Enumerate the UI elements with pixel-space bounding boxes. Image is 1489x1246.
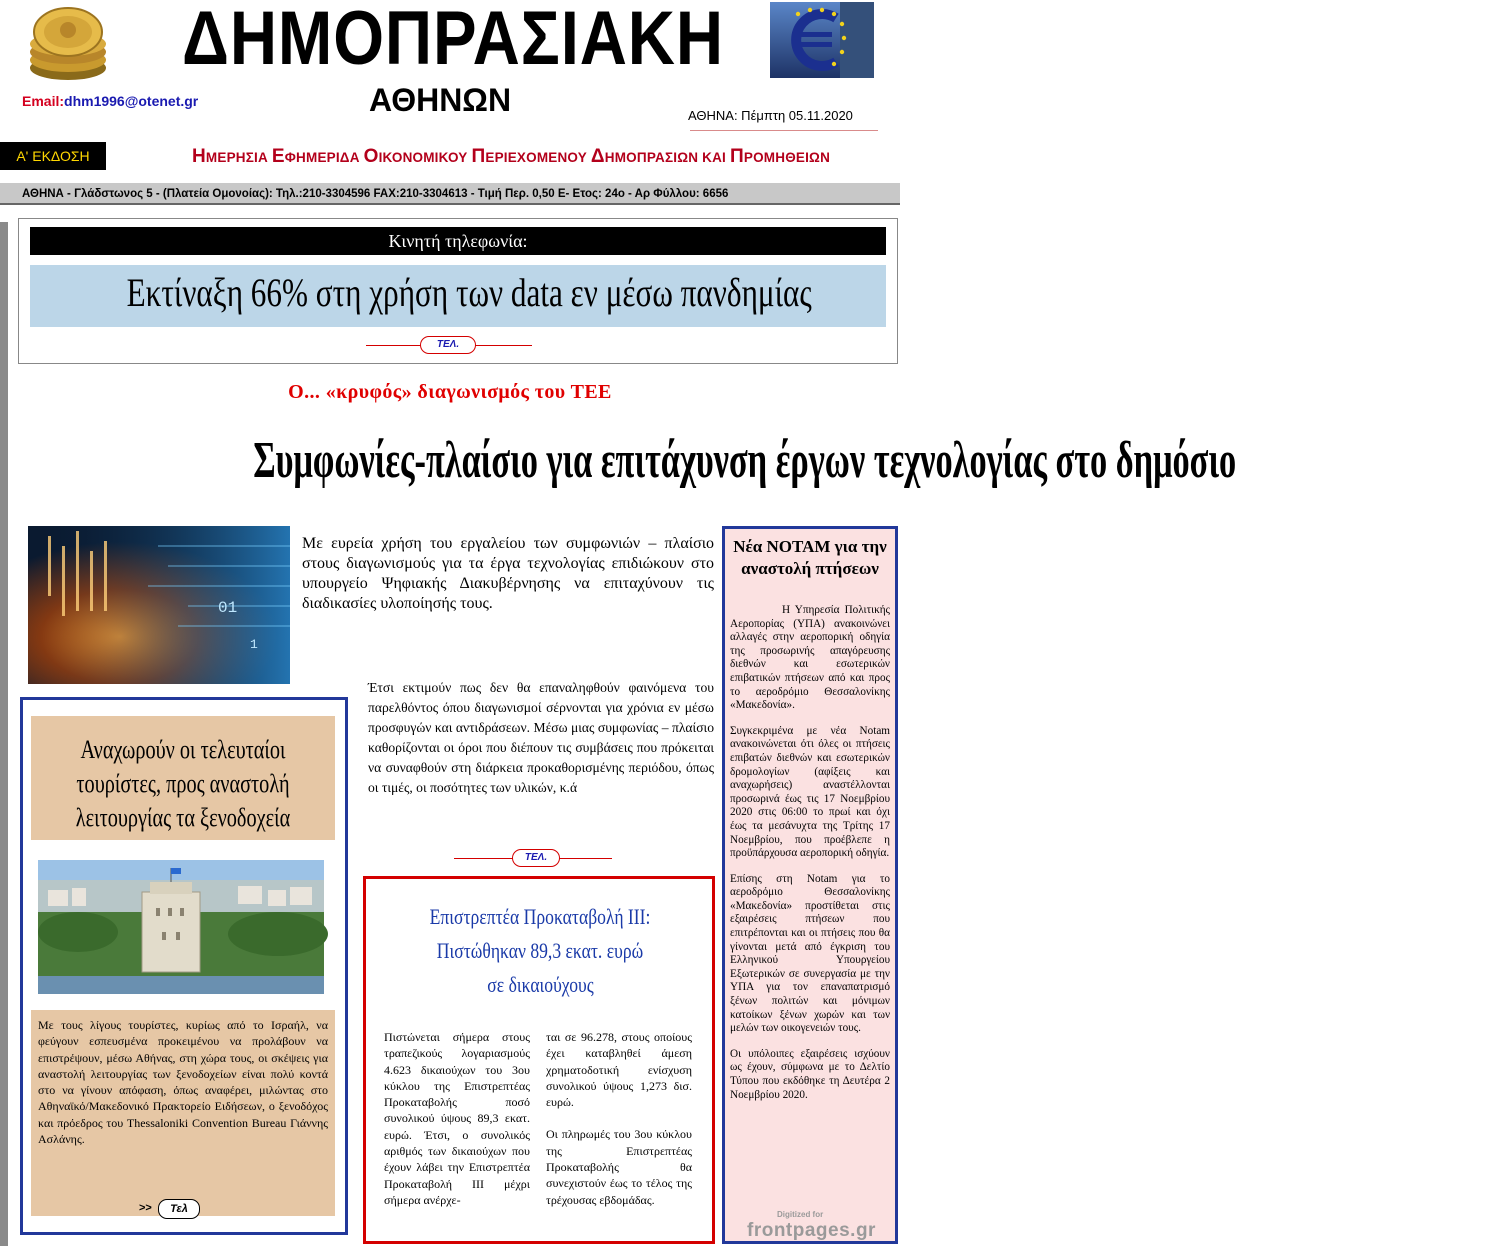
main-story-headline: [0, 428, 1237, 494]
email-address[interactable]: dhm1996@otenet.gr: [64, 93, 199, 109]
svg-text:1: 1: [250, 637, 258, 652]
middle-story-headline-line: Πιστώθηκαν 89,3 εκατ. ευρώ: [436, 938, 644, 963]
left-story-headline-text: Αναχωρούν οι τελευταίοι τουρίστες, προς αναστολή λειτουργίας τα ξενοδοχεία: [75, 735, 291, 832]
left-margin-strip: [0, 222, 8, 1246]
middle-story-headline-line: σε δικαιούχους: [486, 972, 594, 997]
watermark-small: Digitized for: [777, 1210, 824, 1219]
right-story-paragraph: Οι υπόλοιπες εξαιρέσεις ισχύουν ως έχουν, σύμφωνα με το Δελτίο Τύπου που εκδόθηκε τη Δευτέρα 2 Νοεμβρίου 2020.: [730, 1047, 890, 1101]
middle-story-column-2: [546, 1029, 692, 1224]
middle-story-paragraph: Οι πληρωμές του 3ου κύκλου της Επιστρεπτέας Προκαταβολής θα συνεχιστούν έως το τέλος της τρέχουσας εβδομάδας.: [546, 1127, 692, 1207]
end-tag: ΤΕΛ.: [420, 336, 476, 354]
top-story-headline-text: Εκτίναξη 66% στη χρήση των data εν μέσω πανδημίας: [126, 270, 812, 315]
email-label: Email:: [22, 93, 65, 109]
tagline-word: ΕΡΙΕΧΟΜΕΝΟΥ: [485, 150, 591, 165]
middle-story-paragraph: ται σε 96.278, στους οποίους έχει καταβληθεί άμεση χρηματοδοτική ενίσχυση συνολικού ύψους 1,273 δισ. ευρώ.: [546, 1030, 692, 1110]
end-tag: Τελ: [158, 1199, 200, 1219]
end-tag: ΤΕΛ.: [512, 849, 560, 867]
right-story-body: [730, 604, 890, 1114]
right-story-paragraph: Η Υπηρεσία Πολιτικής Αεροπορίας (ΥΠΑ) ανακοινώνει αλλαγές στην αεροπορική οδηγία της προσωρινής απαγόρευσης διεθνών και εσωτερικών επιβατικών πτήσεων από και προς το αεροδρόμιο Θεσσαλονίκης «Μακεδονία».: [730, 604, 890, 712]
euro-sign-image: [770, 2, 874, 78]
thessaloniki-white-tower-image: [38, 860, 324, 994]
tagline-word: ΜΕΡΗΣΙΑ: [205, 150, 272, 165]
tagline-initial: Ε: [271, 146, 285, 167]
svg-text:01: 01: [218, 599, 238, 617]
main-story-body: [368, 678, 714, 798]
tagline-initial: Ο: [363, 146, 379, 167]
source-watermark: [747, 1210, 876, 1242]
top-story-kicker: Κινητή τηλεφωνία:: [30, 227, 886, 255]
tagline-word: ΙΚΟΝΟΜΙΚΟΥ: [378, 150, 472, 165]
date-underline: [690, 130, 878, 131]
left-story-body: Με τους λίγους τουρίστες, κυρίως από το Ισραήλ, να φεύγουν εσπευσμένα προκειμένου να προλάβουν να επιστρέψουν, μέσω Αθήνας, στη χώρα τους, οι σκέψεις για αναστολή λειτουργίας των ξενοδοχείων είναι πολύ κοντά στο να γίνουν απόφαση, όπως αναφέρει, μιλώντας στο Αθηναϊκό/Μακεδονικό Πρακτορείο Ειδήσεων, ο ξενοδόχος και πρόεδρος του Thessaloniki Convention Bureau Γιάννης Ασλάνης.: [38, 1018, 328, 1147]
top-story-headline: [30, 265, 886, 327]
middle-story-headline-line: Επιστρεπτέα Προκαταβολή ΙΙΙ:: [429, 904, 651, 929]
middle-story-headline: [372, 900, 708, 1002]
edition-badge: Α' ΕΚΔΟΣΗ: [0, 142, 106, 170]
masthead-title: ΔΗΜΟΠΡΑΣΙΑΚΗ: [182, 0, 724, 81]
main-story-lead: Με ευρεία χρήση του εργαλείου των συμφωνιών – πλαίσιο στους διαγωνισμούς για τα έργα τεχνολογίας επιδιώκουν στο υπουργείο Ψηφιακής Διακυβέρνησης να επιταχύνουν τις διαδικασίες υλοποίησής τους.: [302, 535, 714, 612]
right-story-paragraph: Συγκεκριμένα με νέα Notam ανακοινώνεται ότι όλες οι πτήσεις επιβατών διεθνών και εσωτερικών δρομολογίων (αφίξεις και αναχωρήσεις) αναστέλλονται προσωρινά έως τις 17 Νοεμβρίου 2020 στις 06:00 το πρωί και όχι έως τα μεσάνυχτα της Τρίτης 17 Νοεμβρίου, που προέβλεπε η προϋπάρχουσα αεροπορική οδηγία.: [730, 724, 890, 860]
right-story-paragraph: Επίσης στη Notam για το αεροδρόμιο Θεσσαλονίκης «Μακεδονία» προστίθεται στις εξαιρέσεις πτήσεων που επιτρέπονται και οι πτήσεις που θα γίνονται μετά από έγκριση του Ελληνικού Υπουργείου Εξωτερικών σε συνεργασία με την ΥΠΑ για τον επαναπατρισμό ξένων πολιτών και μόνιμων κατοίκων ξένων χωρών και των μελών των οικογενειών τους.: [730, 872, 890, 1035]
tagline-initial: Π: [729, 146, 744, 167]
watermark-site: frontpages.gr: [747, 1220, 876, 1241]
continue-arrows: >>: [139, 1202, 152, 1214]
tagline-initial: Δ: [590, 146, 605, 167]
tagline-word: ΗΜΟΠΡΑΣΙΩΝ ΚΑΙ: [604, 150, 730, 165]
masthead-subtitle: ΑΘΗΝΩΝ: [368, 82, 512, 118]
main-story-body-text: Έτσι εκτιμούν πως δεν θα επαναληφθούν φαινόμενα του παρελθόντος όπου διαγωνισμοί σέρνονται για χρόνια εν μέσω προσφυγών και αντιδράσεων. Μέσω μιας συμφωνίας – πλαίσιο καθορίζονται οι όροι που διέπουν τις συμβάσεις που πρόκειται να συναφθούν στη διάρκεια προκαθορισμένης περιόδου, όπως οι τιμές, οι ποσότητες των υλικών, κ.ά: [368, 680, 714, 795]
email-line: [22, 93, 198, 109]
tagline-initial: Π: [471, 146, 486, 167]
gold-coins-image: [22, 2, 114, 84]
left-story-headline: [31, 733, 335, 835]
main-story-kicker: Ο... «κρυφός» διαγωνισμός του ΤΕΕ: [288, 381, 612, 403]
main-story-headline-text: Συμφωνίες-πλαίσιο για επιτάχυνση έργων τεχνολογίας στο δημόσιο: [253, 432, 1237, 489]
middle-story-paragraph: Πιστώνεται σήμερα στους τραπεζικούς λογαριασμούς 4.623 δικαιούχων του 3ου κύκλου της Επιστρεπτέας Προκαταβολής ποσό συνολικού ύψους 89,3 εκατ. ευρώ. Έτσι, ο συνολικός αριθμός των δικαιούχων που έχουν λάβει την Επιστρεπτέα Προκαταβολή ΙΙΙ μέχρι σήμερα ανέρχε-: [384, 1030, 530, 1207]
technology-image: [28, 526, 290, 684]
newspaper-tagline: [192, 146, 830, 168]
tagline-word: ΦΗΜΕΡΙΔΑ: [284, 150, 364, 165]
tagline-initial: Η: [192, 146, 206, 167]
right-story-headline: Νέα NOTAM για την αναστολή πτήσεων: [733, 537, 887, 578]
issue-date: ΑΘΗΝΑ: Πέμπτη 05.11.2020: [688, 108, 853, 123]
middle-story-column-1: [384, 1029, 530, 1224]
tagline-word: ΡΟΜΗΘΕΙΩΝ: [743, 150, 831, 165]
info-bar: ΑΘΗΝΑ - Γλάδστωνος 5 - (Πλατεία Ομονοίας): Τηλ.:210-3304596 FAX:210-3304613 - Τιμή Περ. 0,50 Ε- Ετος: 24ο - Αρ Φύλλου: 6656: [0, 183, 900, 205]
